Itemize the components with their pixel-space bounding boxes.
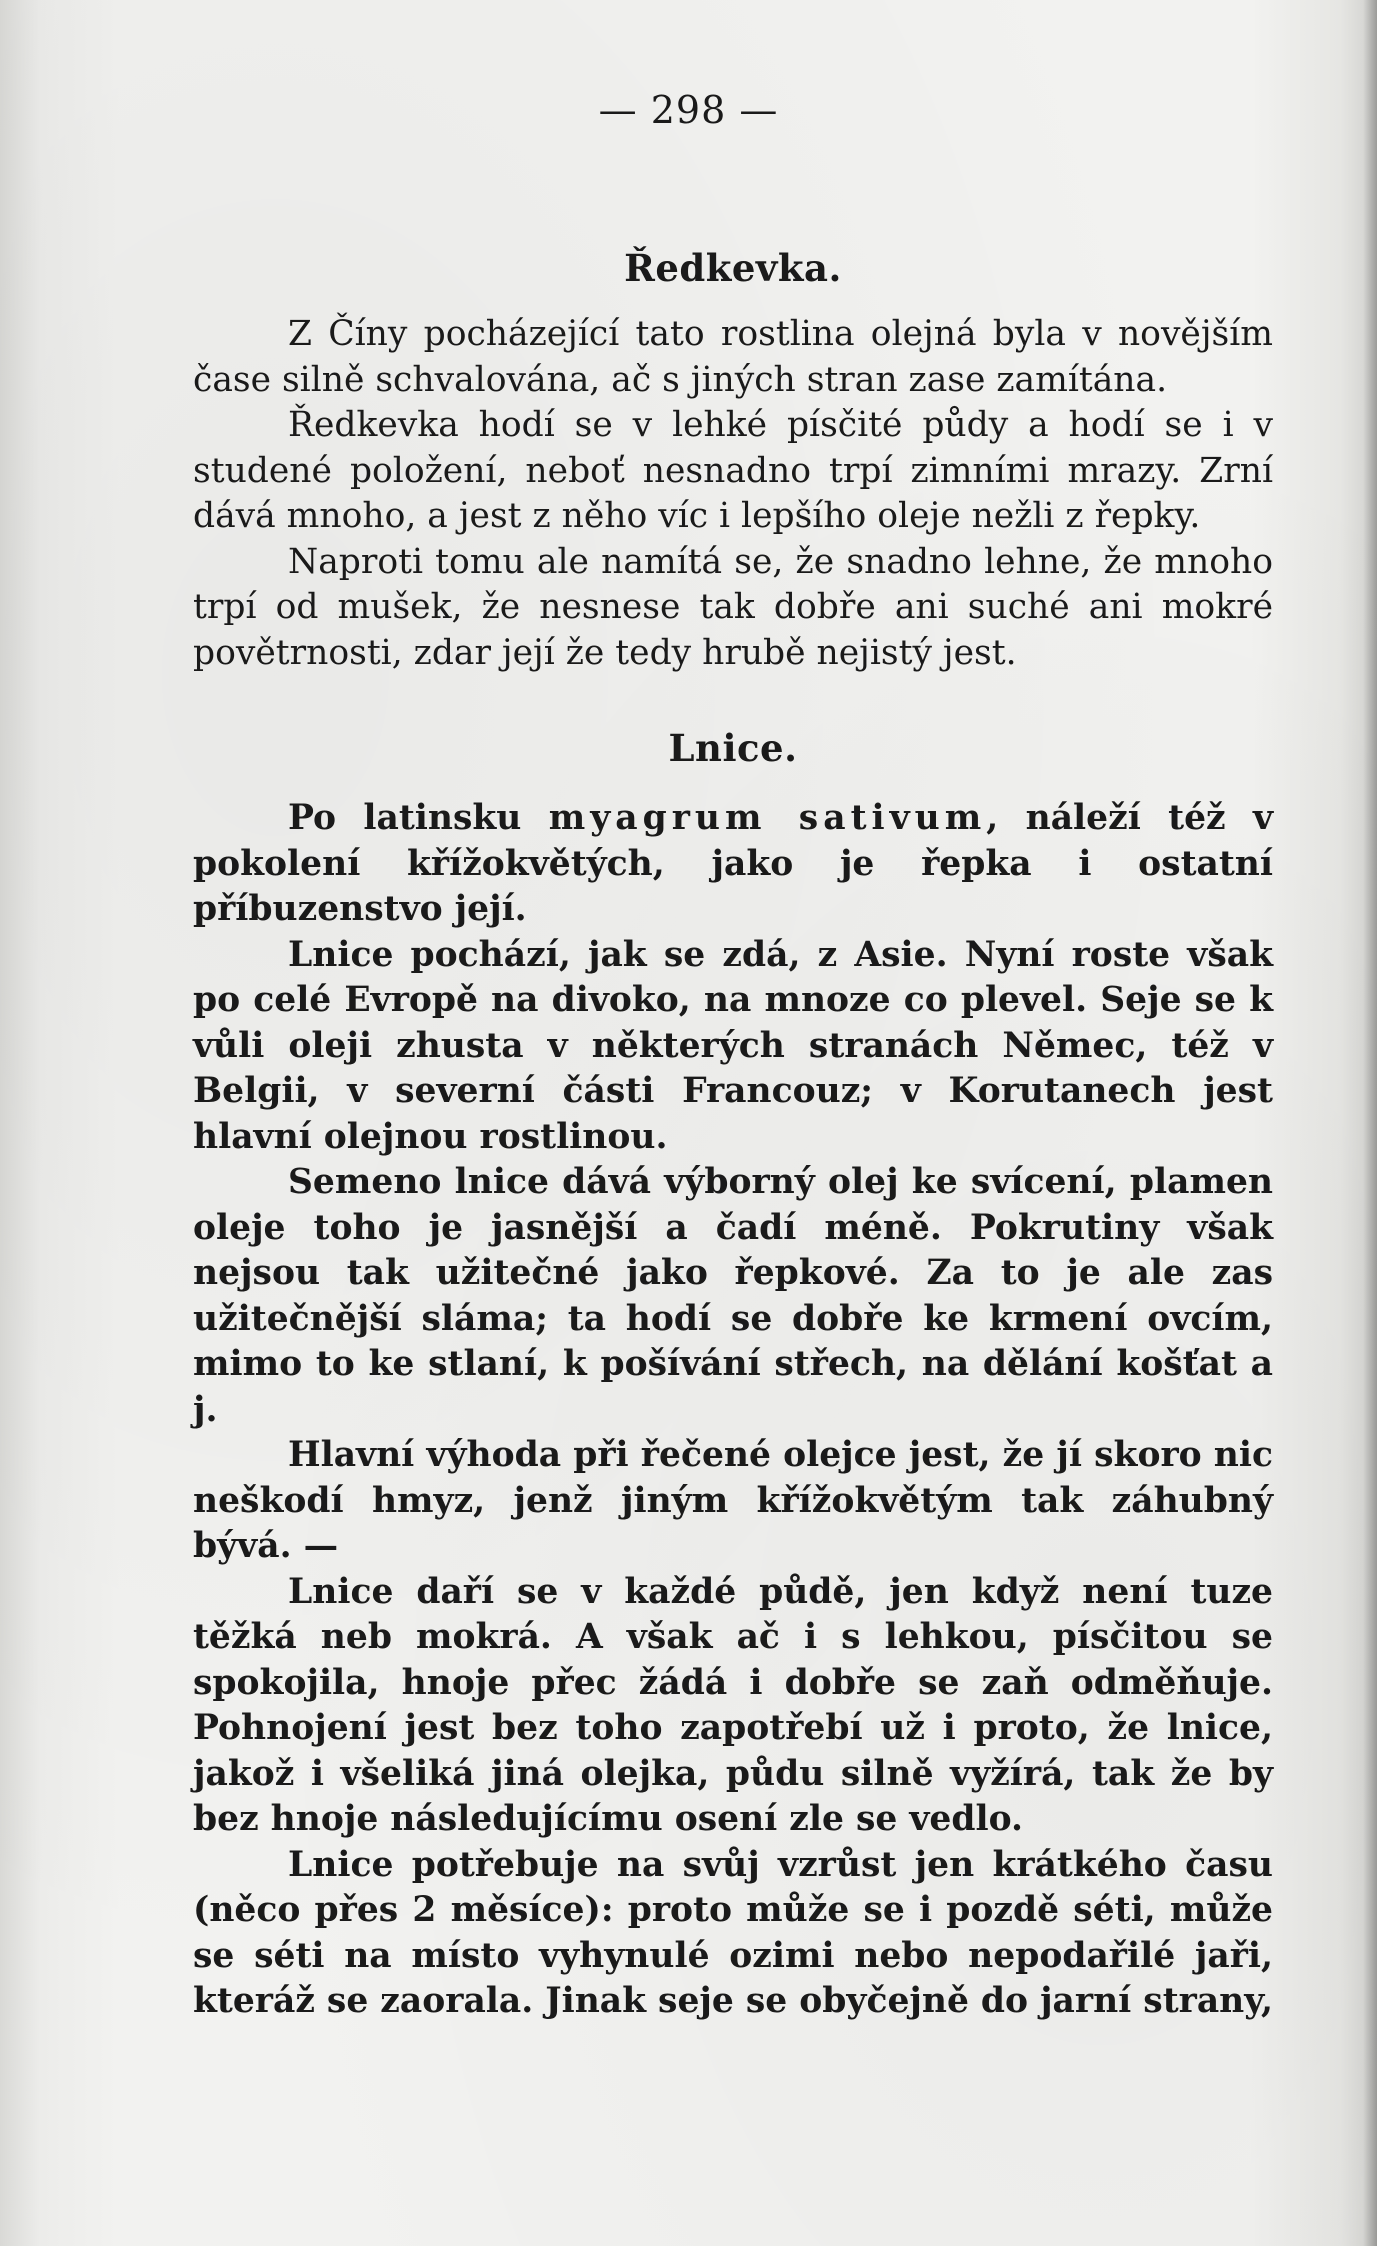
paragraph-latin-name — [193, 796, 1273, 933]
section-title-lnice: Lnice. — [668, 726, 798, 770]
paragraph: Lnice daří se v každé půdě, jen když není tuze těžká neb mokrá. A však ač i s lehkou, písčitou se spokojila, hnoje přec žádá i dobře se zaň odměňuje. Pohnojení jest bez toho zapotřebí už i proto, že lnice, jakož i všeliká jiná olejka, půdu silně vyžírá, tak že by bez hnoje následujícímu osení zle se vedlo. — [193, 1571, 1273, 1839]
paragraph: Lnice potřebuje na svůj vzrůst jen krátkého času (něco přes 2 měsíce): proto může se i pozdě séti, může se séti na místo vyhynulé ozimi nebo nepodařilé jaři, kteráž se zaorala. Jinak seje se obyčejně do jarní strany, — [193, 1844, 1274, 2021]
page-number: — 298 — — [598, 88, 779, 132]
paragraph: Lnice pochází, jak se zdá, z Asie. Nyní roste však po celé Evropě na divoko, na mnoze co plevel. Seje se k vůli oleji zhusta v některých stranách Němec, též v Belgii, v severní části Francouz; v Korutanech jest hlavní olejnou rostlinou. — [193, 934, 1273, 1157]
section-title-redkevka: Ředkevka. — [624, 246, 842, 290]
paragraph: Hlavní výhoda při řečené olejce jest, že jí skoro nic neškodí hmyz, jenž jiným křížokvětým tak záhubný bývá. — — [193, 1435, 1273, 1566]
paragraph: Naproti tomu ale namítá se, že snadno lehne, že mnoho trpí od mušek, že nesnese tak dobře ani suché ani mokré povětrnosti, zdar její že tedy hrubě nejistý jest. — [193, 541, 1273, 673]
paragraph-text: Po latinsku — [288, 798, 549, 838]
page-body — [193, 238, 1273, 2025]
lnice-text-block — [193, 796, 1273, 2025]
latin-name: myagrum sativum — [548, 798, 987, 838]
paragraph: Ředkevka hodí se v lehké písčité půdy a hodí se i v studené položení, neboť nesnadno trpí zimními mrazy. Zrní dává mnoho, a jest z něho víc i lepšího oleje nežli z řepky. — [193, 405, 1273, 536]
paragraph: Z Číny pocházející tato rostlina olejná byla v novějším čase silně schvalována, ač s jiných stran zase zamítána. — [193, 314, 1273, 400]
page-edge-shadow — [1363, 0, 1377, 2246]
paragraph-text: , náleží též v pokolení křížokvětých, jako je řepka i ostatní příbuzenstvo její. — [193, 798, 1273, 929]
paragraph: Semeno lnice dává výborný olej ke svícení, plamen oleje toho je jasnější a čadí méně. Pokrutiny však nejsou tak užitečné jako řepkové. Za to je ale zas užitečnější sláma; ta hodí se dobře ke krmení ovcím, mimo to ke stlaní, k pošívání střech, na dělání košťat a j. — [193, 1162, 1273, 1430]
